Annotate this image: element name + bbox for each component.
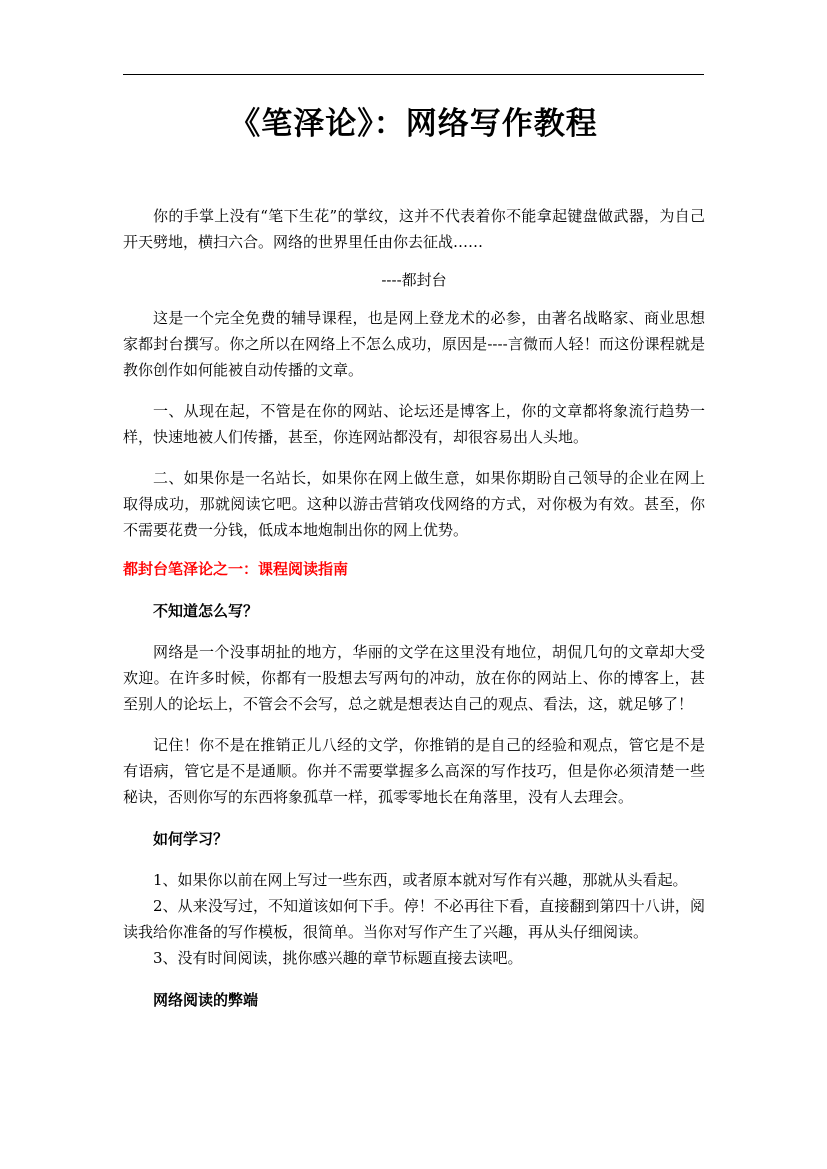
header-rule: [123, 74, 704, 75]
signature: ----都封台: [381, 271, 447, 289]
list-item-3: 3、没有时间阅读，挑你感兴趣的章节标题直接去读吧。: [153, 949, 523, 967]
list-item-1: 1、如果你以前在网上写过一些东西，或者原本就对写作有兴趣，那就从头看起。: [153, 871, 688, 889]
section-title: 都封台笔泽论之一：课程阅读指南: [123, 560, 349, 578]
heading-how-to-learn: 如何学习？: [153, 830, 229, 848]
list-item-2: 2、从来没写过，不知道该如何下手。停！不必再往下看，直接翻到第四十八讲，阅读我给你准备的写作模板，很简单。当你对写作产生了兴趣，再从头仔细阅读。: [123, 897, 705, 941]
paragraph-point-one: 一、从现在起，不管是在你的网站、论坛还是博客上，你的文章都将象流行趋势一样，快速地被人们传播，甚至，你连网站都没有，却很容易出人头地。: [123, 402, 705, 446]
intro-paragraph: 你的手掌上没有“笔下生花”的掌纹，这并不代表着你不能拿起键盘做武器，为自己开天劈地，横扫六合。网络的世界里任由你去征战……: [123, 207, 705, 251]
heading-how-to-write: 不知道怎么写？: [153, 602, 259, 620]
page-title: 《笔泽论》：网络写作教程: [229, 106, 598, 142]
paragraph-course-intro: 这是一个完全免费的辅导课程，也是网上登龙术的必参，由著名战略家、商业思想家都封台撰写。你之所以在网络上不怎么成功，原因是----言微而人轻！而这份课程就是教你创作如何能被自动传播的文章。: [123, 309, 705, 379]
document-body: [123, 203, 705, 1013]
heading-reading-drawbacks: 网络阅读的弊端: [153, 991, 259, 1009]
paragraph-network-writing: 网络是一个没事胡扯的地方，华丽的文学在这里没有地位，胡侃几句的文章却大受欢迎。在许多时候，你都有一股想去写两句的冲动，放在你的网站上、你的博客上，甚至别人的论坛上，不管会不会写，总之就是想表达自己的观点、看法，这，就足够了！: [123, 643, 705, 713]
paragraph-point-two: 二、如果你是一名站长，如果你在网上做生意，如果你期盼自己领导的企业在网上取得成功，那就阅读它吧。这种以游击营销攻伐网络的方式，对你极为有效。甚至，你不需要花费一分钱，低成本地炮制出你的网上优势。: [123, 469, 705, 539]
paragraph-remember: 记住！你不是在推销正儿八经的文学，你推销的是自己的经验和观点，管它是不是有语病，管它是不是通顺。你并不需要掌握多么高深的写作技巧，但是你必须清楚一些秘诀，否则你写的东西将象孤草一样，孤零零地长在角落里，没有人去理会。: [123, 736, 705, 806]
